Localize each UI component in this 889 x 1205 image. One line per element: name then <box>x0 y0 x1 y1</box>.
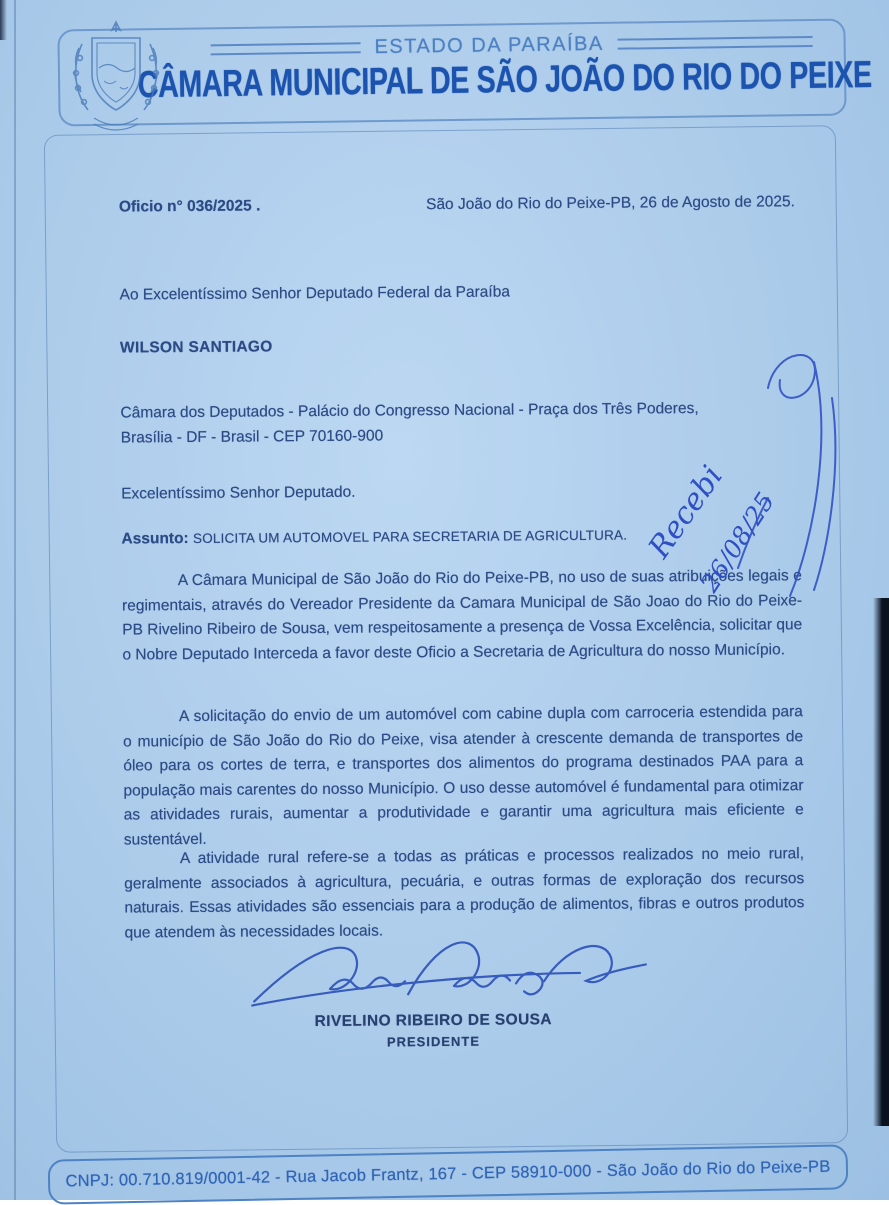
addressee-intro: Ao Excelentíssimo Senhor Deputado Federal da Paraíba <box>119 283 510 304</box>
signature-ink-icon <box>248 928 689 1013</box>
reference-date-row <box>119 193 795 216</box>
addressee-address <box>120 396 698 451</box>
body-paragraph-2: A solicitação do envio de um automóvel com cabine dupla com carroceria estendida para o município de São João do Rio do Peixe, visa atender à crescente demanda de transportes de óleo para os cortes de terra, e transportes dos alimentos do programa destinados PAA para a população mais carentes do nosso Município. O uso desse automóvel é fundamental para otimizar as atividades rurais, aumentar a produtividade e garantir uma agricultura mais eficiente e sustentável. <box>123 703 804 849</box>
municipality-title-text: CÂMARA MUNICIPAL DE SÃO JOÃO DO RIO DO PEIXE <box>137 53 872 106</box>
subject-text: SOLICITA UM AUTOMOVEL PARA SECRETARIA DE AGRICULTURA. <box>192 527 628 546</box>
subject-label: Assunto: <box>121 530 189 548</box>
date-line: São João do Rio do Peixe-PB, 26 de Agosto de 2025. <box>425 193 795 214</box>
signature-name: RIVELINO RIBEIRO DE SOUSA <box>314 1011 553 1031</box>
body-paragraph-1: A Câmara Municipal de São João do Rio do Peixe-PB, no uso de suas atribuições legais e regimentais, através do Vereador Presidente da Camara Municipal de São Joao do Rio do Peixe-PB Rivelino Ribeiro de Sousa, vem respeitosamente a presença de Vossa Excelência, solicitar que o Nobre Deputado Interceda a favor deste Oficio a Secretaria de Agricultura do nosso Município. <box>121 567 803 664</box>
address-line-2: Brasília - DF - Brasil - CEP 70160-900 <box>120 427 384 447</box>
office-reference: Oficio n° 036/2025 . <box>118 197 261 216</box>
state-name: ESTADO DA PARAÍBA <box>374 32 604 59</box>
addressee-name: WILSON SANTIAGO <box>119 338 273 357</box>
address-line-1: Câmara dos Deputados - Palácio do Congresso Nacional - Praça dos Três Poderes, <box>120 399 699 422</box>
signature-role: PRESIDENTE <box>386 1033 481 1050</box>
pen-date: 26/08/25 <box>694 487 781 598</box>
salutation: Excelentíssimo Senhor Deputado. <box>121 483 356 503</box>
pen-word: Recebi <box>641 459 731 565</box>
body-paragraph-3: A atividade rural refere-se a todas as práticas e processos realizados no meio rural, geralmente associados à agricultura, pecuária, e outras formas de exploração dos recursos naturais. Essas atividades são essenciais para a produção de alimentos, fibras e outros produtos que atendem às necessidades locais. <box>124 845 805 942</box>
footer-text: CNPJ: 00.710.819/0001-42 - Rua Jacob Frantz, 167 - CEP 58910-000 - São João do Rio do Peixe-PB <box>65 1157 831 1191</box>
subject-line <box>121 527 627 549</box>
